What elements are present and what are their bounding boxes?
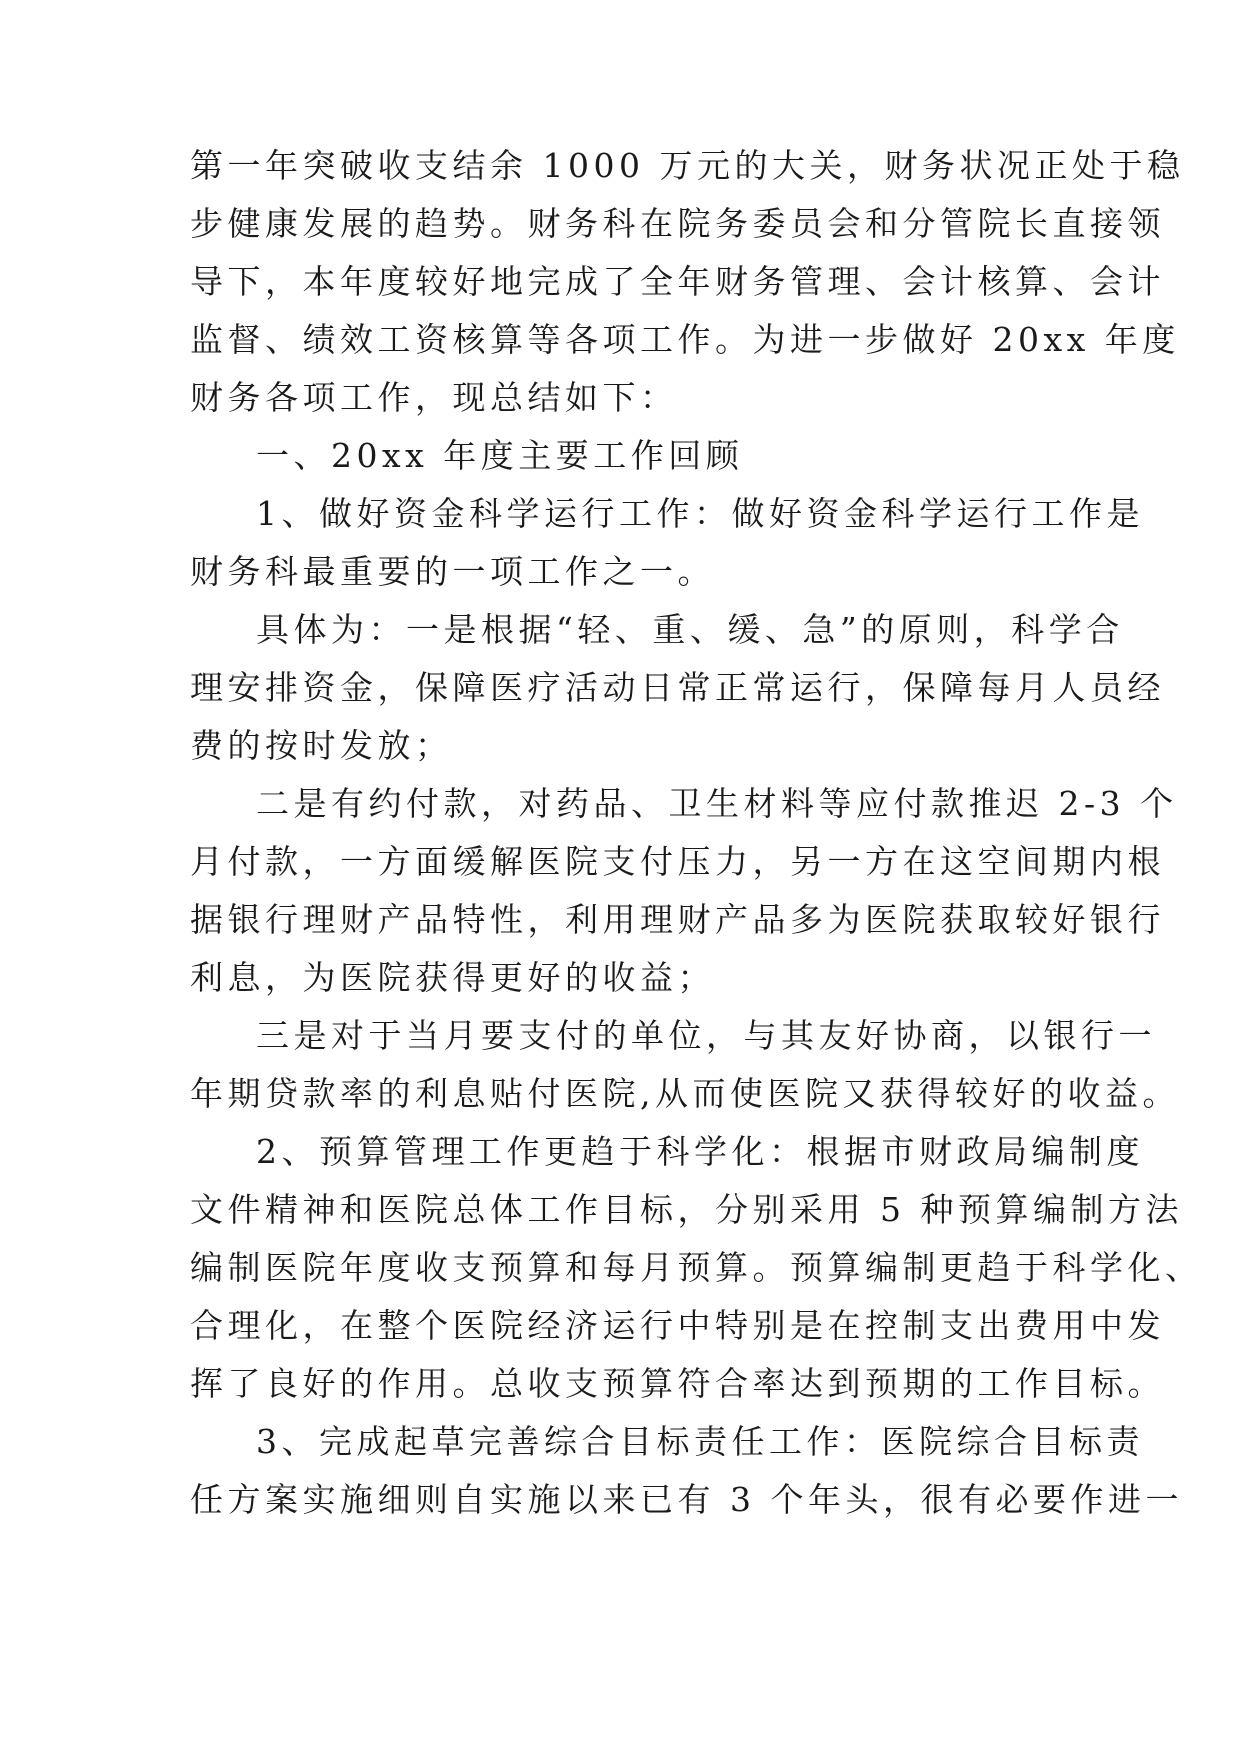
text-line: 二是有约付款，对药品、卫生材料等应付款推迟 2-3 个 bbox=[256, 784, 1178, 823]
text-line: 编制医院年度收支预算和每月预算。预算编制更趋于科学化、 bbox=[190, 1248, 1203, 1287]
text-line: 第一年突破收支结余 1000 万元的大关，财务状况正处于稳 bbox=[190, 146, 1185, 185]
text-line: 理安排资金，保障医疗活动日常正常运行，保障每月人员经 bbox=[190, 668, 1165, 707]
section-heading: 一、20xx 年度主要工作回顾 bbox=[256, 436, 744, 475]
text-line: 挥了良好的作用。总收支预算符合率达到预期的工作目标。 bbox=[190, 1364, 1165, 1403]
text-line: 据银行理财产品特性，利用理财产品多为医院获取较好银行 bbox=[190, 900, 1165, 939]
text-line: 导下，本年度较好地完成了全年财务管理、会计核算、会计 bbox=[190, 262, 1165, 301]
text-line: 三是对于当月要支付的单位，与其友好协商，以银行一 bbox=[256, 1016, 1156, 1055]
text-line: 财务科最重要的一项工作之一。 bbox=[190, 552, 715, 591]
text-line: 1、做好资金科学运行工作：做好资金科学运行工作是 bbox=[256, 494, 1144, 533]
text-line: 年期贷款率的利息贴付医院,从而使医院又获得较好的收益。 bbox=[190, 1074, 1180, 1113]
text-line: 月付款，一方面缓解医院支付压力，另一方在这空间期内根 bbox=[190, 842, 1165, 881]
text-line: 利息，为医院获得更好的收益； bbox=[190, 958, 715, 997]
text-line: 费的按时发放； bbox=[190, 726, 453, 765]
text-line: 任方案实施细则自实施以来已有 3 个年头，很有必要作进一 bbox=[190, 1480, 1183, 1519]
text-line: 3、完成起草完善综合目标责任工作：医院综合目标责 bbox=[256, 1422, 1144, 1461]
text-line: 2、预算管理工作更趋于科学化：根据市财政局编制度 bbox=[256, 1132, 1144, 1171]
text-line: 监督、绩效工资核算等各项工作。为进一步做好 20xx 年度 bbox=[190, 320, 1180, 359]
text-line: 具体为：一是根据“轻、重、缓、急”的原则，科学合 bbox=[256, 610, 1124, 649]
text-line: 财务各项工作，现总结如下： bbox=[190, 378, 678, 417]
text-line: 文件精神和医院总体工作目标，分别采用 5 种预算编制方法 bbox=[190, 1190, 1183, 1229]
text-line: 步健康发展的趋势。财务科在院务委员会和分管院长直接领 bbox=[190, 204, 1165, 243]
text-line: 合理化，在整个医院经济运行中特别是在控制支出费用中发 bbox=[190, 1306, 1165, 1345]
